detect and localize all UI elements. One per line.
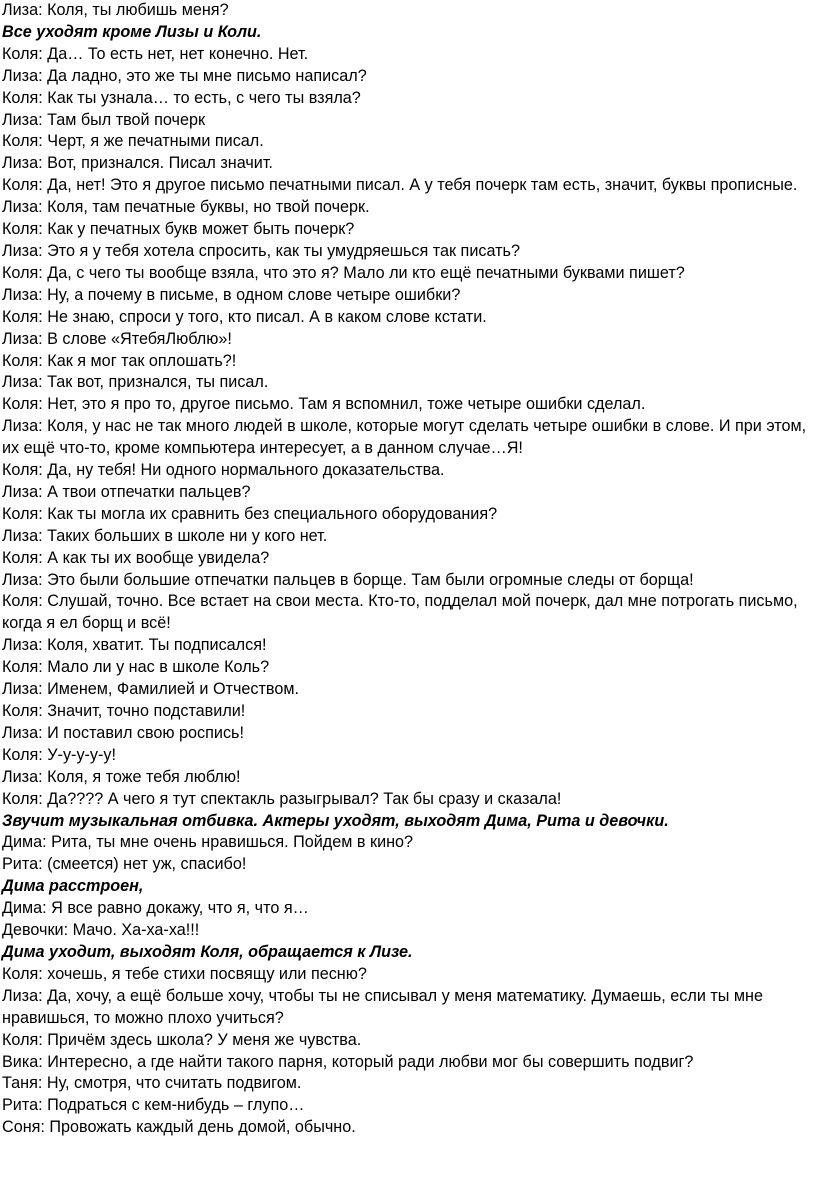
dialogue-line: Лиза: Коля, ты любишь меня? [2,1,229,19]
dialogue-line: Соня: Провожать каждый день домой, обычно. [2,1118,356,1137]
stage-direction: Дима расстроен, [2,877,144,896]
dialogue-line: Коля: Значит, точно подставили! [2,702,246,720]
dialogue-line: Лиза: А твои отпечатки пальцев? [2,482,251,501]
dialogue-line: Таня: Ну, смотря, что считать подвигом. [2,1074,302,1093]
dialogue-line: Коля: Черт, я же печатными писал. [2,132,264,151]
dialogue-line: Коля: Как ты узнала… то есть, с чего ты взяла? [2,88,361,107]
stage-direction: Все уходят кроме Лизы и Коли. [2,22,262,41]
dialogue-line: Лиза: Да ладно, это же ты мне письмо написал? [2,66,367,85]
dialogue-line: Коля: Да, нет! Это я другое письмо печатными писал. А у тебя почерк там есть, значит, буквы прописные. [2,176,798,195]
dialogue-line: Лиза: Это я у тебя хотела спросить, как ты умудряешься так писать? [2,241,520,260]
dialogue-line: Лиза: Ну, а почему в письме, в одном слове четыре ошибки? [2,285,461,304]
dialogue-line: Коля: А как ты их вообще увидела? [2,548,270,567]
dialogue-line: Коля: хочешь, я тебе стихи посвящу или песню? [2,964,367,983]
dialogue-line: Коля: Не знаю, спроси у того, кто писал. А в каком слове кстати. [2,307,487,326]
dialogue-line: Лиза: Это были большие отпечатки пальцев в борще. Там были огромные следы от борща! [2,570,694,589]
dialogue-line: Коля: Слушай, точно. Все встает на свои места. Кто-то, подделал мой почерк, дал мне потрогать письмо, когда я ел борщ и всё! [2,592,798,633]
dialogue-line: Лиза: Коля, я тоже тебя люблю! [2,767,241,786]
document-page [2,0,814,1139]
dialogue-line: Коля: Да, ну тебя! Ни одного нормального доказательства. [2,461,445,480]
dialogue-line: Коля: Да… То есть нет, нет конечно. Нет. [2,44,309,63]
dialogue-line: Рита: (смеется) нет уж, спасибо! [2,855,247,874]
dialogue-line: Дима: Я все равно докажу, что я, что я… [2,899,309,918]
dialogue-line: Коля: Да, с чего ты вообще взяла, что это я? Мало ли кто ещё печатными буквами пишет? [2,263,685,282]
stage-direction: Дима уходит, выходят Коля, обращается к Лизе. [2,942,413,961]
dialogue-line: Коля: Причём здесь школа? У меня же чувства. [2,1030,362,1049]
dialogue-line: Лиза: Да, хочу, а ещё больше хочу, чтобы ты не списывал у меня математику. Думаешь, если ты мне нравишься, то можно плохо учиться? [2,986,763,1027]
dialogue-line: Коля: Нет, это я про то, другое письмо. Там я вспомнил, тоже четыре ошибки сделал. [2,395,646,414]
dialogue-line: Коля: Как ты могла их сравнить без специального оборудования? [2,504,498,523]
dialogue-line: Коля: Как я мог так оплошать?! [2,351,237,370]
dialogue-line: Коля: Мало ли у нас в школе Коль? [2,658,270,677]
dialogue-line: Рита: Подраться с кем-нибудь – глупо… [2,1096,305,1115]
dialogue-line: Лиза: И поставил свою роспись! [2,723,244,742]
dialogue-line: Девочки: Мачо. Ха-ха-ха!!! [2,921,200,940]
dialogue-line: Лиза: Таких больших в школе ни у кого нет. [2,526,328,545]
dialogue-line: Лиза: Так вот, признался, ты писал. [2,373,269,392]
dialogue-line: Коля: Да???? А чего я тут спектакль разыгрывал? Так бы сразу и сказала! [2,789,562,808]
dialogue-line: Лиза: Коля, там печатные буквы, но твой почерк. [2,198,370,217]
dialogue-line: Лиза: Коля, у нас не так много людей в школе, которые могут сделать четыре ошибки в слове. И при этом, их ещё что-то, кроме компьютера интересует, а в данном случае…Я! [2,417,807,458]
dialogue-line: Лиза: Там был твой почерк [2,110,206,129]
dialogue-line: Лиза: Коля, хватит. Ты подписался! [2,636,267,655]
dialogue-line: Вика: Интересно, а где найти такого парня, который ради любви мог бы совершить подвиг? [2,1052,694,1071]
dialogue-line: Лиза: Вот, признался. Писал значит. [2,154,273,173]
stage-direction: Звучит музыкальная отбивка. Актеры уходят, выходят Дима, Рита и девочки. [2,811,669,830]
dialogue-line: Коля: У-у-у-у-у! [2,745,116,764]
dialogue-line: Коля: Как у печатных букв может быть почерк? [2,220,355,239]
dialogue-line: Дима: Рита, ты мне очень нравишься. Пойдем в кино? [2,833,414,852]
dialogue-line: Лиза: Именем, Фамилией и Отчеством. [2,680,299,699]
dialogue-line: Лиза: В слове «ЯтебяЛюблю»! [2,329,232,348]
